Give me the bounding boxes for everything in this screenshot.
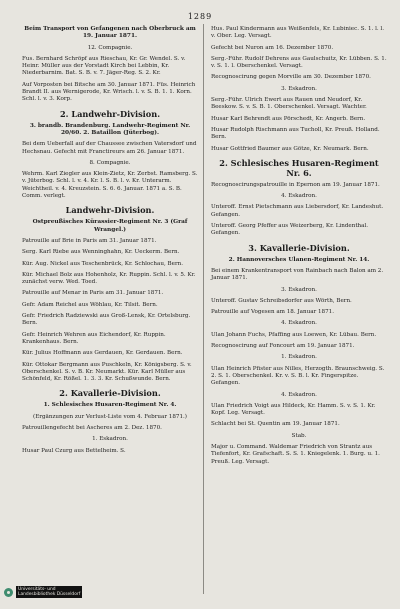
section-heading: 4. Eskadron. [281, 320, 317, 327]
entry-text: Recognoscirung gegen Morville am 30. Dezember 1870. [211, 74, 371, 81]
entry-text: Schlacht bei St. Quentin am 19. Januar 1871. [211, 421, 340, 428]
entry-text: Serg. Karl Riebe aus Wenninghahn, Kr. Ueckerm. Bern. [22, 249, 180, 256]
entry-text: Husar Rudolph Rischmann aus Tucholl, Kr. Preuß. Holland. Bern. [211, 126, 380, 141]
entry-text: Hus. Paul Kindermann aus Weißenfels, Kr. Lubiniec. S. 1. l. l. v. Ober. Leg. Versagt. [211, 26, 384, 40]
entry-text: Husar Karl Behrendt aus Pörschedt, Kr. Angerb. Bern. [211, 115, 366, 122]
section-heading: 3. Eskadron. [281, 286, 317, 293]
entry-text: Gefr. Heinrich Wehren aus Eichendorf, Kr. Ruppin. Krankenhaus. Bern. [22, 331, 166, 345]
section-heading: 1. Eskadron. [281, 354, 317, 361]
entry-text: Wehrm. Karl Ziegler aus Klein-Zietz, Kr. Zerbst. Ramsberg. S. v. Jüterbog. Schl. l. v. 4. Kr. l. S. B. l. v. Kr. Unterarm. Weichtheil. v. 4. Kreuzstein. S. 6. 6. Januar. 1871 a. S. B. Comm. verlegt. [22, 171, 198, 200]
entry-text: Patrouille auf Vogesen am 18. Januar 1871. [211, 309, 335, 316]
entry-text: Kür. Ottokar Bergmann aus Puschkeln, Kr. Königsberg. S. v. Oberschenkel. S. v. B. Kr. Neumarkt. Kür. Karl Müller aus Schönfeld, Kr. Rößel. 1. 3. 3. Kr. Schußwunde. Bern. [22, 361, 192, 383]
entry-text: Kür. Julius Hoffmann aus Gerdauen, Kr. Gerdauen. Bern. [22, 350, 183, 357]
section-heading: 1. Schlesisches Husaren-Regiment Nr. 4. [43, 402, 177, 409]
entry-text: Patrouillengefecht bei Ascheres am 2. Dez. 1870. [22, 424, 162, 431]
section-heading: 2. Hannoversches Ulanen-Regiment Nr. 14. [228, 256, 370, 263]
section-heading: 1. Eskadron. [92, 436, 128, 443]
entry-text: Ulan Heinrich Pfister aus Nilles, Herzogth. Braunschweig. S. 2. S. 1. Oberschenkel. Kr. v. S. B. l. Kr. Fingerspitze. Gefangen. [211, 365, 385, 387]
page-number: 1289 [187, 12, 213, 21]
section-heading: 8. Compagnie. [89, 159, 131, 166]
section-heading: (Ergänzungen zur Verlust-Liste vom 4. Februar 1871.) [33, 413, 187, 420]
entry-text: Patrouille auf Brie in Paris am 31. Januar 1871. [22, 237, 157, 244]
library-logo [4, 586, 82, 598]
section-heading: Ostpreußisches Kürassier-Regiment Nr. 3 (Graf Wrangel.) [32, 219, 188, 233]
entry-text: Auf Vorposten bei Bitsche am 30. Januar 1871. Füs. Heinrich Brandt II. aus Wernigerode, Kr. Wrisch. l. v. S. B. 1. 1. Korn. Schl. l. v. 3. Korp. [22, 81, 196, 103]
section-heading: 4. Eskadron. [281, 193, 317, 200]
entry-text: Patrouille auf Menar in Paris am 31. Januar 1871. [22, 290, 164, 297]
section-heading: 3. Kavallerie-Division. [248, 242, 350, 253]
entry-text: Husar Paul Czurg aus Bettelheim. S. [22, 447, 126, 454]
entry-text: Gefecht bei Nuron am 16. Dezember 1870. [211, 44, 334, 51]
column-divider [203, 24, 204, 594]
entry-text: Bei dem Ueberfall auf der Chaussee zwischen Vatersdorf und Hechsnau. Gefecht mit Franctireurs am 26. Januar 1871. [22, 141, 197, 155]
entry-text: Serg.-Führ. Rudolf Dehrens aus Gaulschuitz, Kr. Lübben. S. 1. v. S. 1. l. Oberschenkel. Versagt. [211, 55, 387, 70]
section-heading: 2. Kavallerie-Division. [59, 388, 161, 399]
entry-text: Unteroff. Ernst Pietschmann aus Liebersdorf, Kr. Landeshut. Gefangen. [211, 204, 384, 218]
entry-text: Gefr. Adam Reichel aus Wöhlau, Kr. Tilsit. Bern. [22, 301, 158, 308]
entry-text: Ulan Johann Fuchs, Pfaffing aus Loewen, Kr. Lübau. Bern. [211, 331, 377, 338]
section-heading: Landwehr-Division. [65, 205, 155, 216]
entry-text: Kür. Aug. Nickel aus Teschenbrück, Kr. Schlochau, Bern. [22, 260, 184, 267]
entry-text: Husar Gottfried Baumer aus Götze, Kr. Neumark. Bern. [211, 145, 369, 152]
entry-text: Gefr. Friedrich Radziewski aus Groß-Lensk, Kr. Ortelsburg. Bern. [22, 313, 191, 327]
entry-text: Unteroff. Georg Pfeffer aus Weizerberg, Kr. Lindenthal. Gefangen. [211, 223, 369, 237]
entry-text: Bei einem Krankentransport von Rainbach nach Balon am 2. Januar 1871. [211, 267, 384, 282]
section-heading: 3. brandb. Brandenburg. Landwehr-Regiment Nr. 20/60. 2. Bataillon (Jüterbog). [29, 122, 191, 136]
right-column [211, 26, 387, 470]
entry-text: Recognoscirung auf Foncourt am 19. Januar 1871. [211, 343, 355, 350]
entry-text: Major u. Command. Waldemar Friedrich von Strantz aus Tiefenfort, Kr. Grafschaft. S. S. 1. Kniegelenk. 1. Burg. u. 1. Preuß. Leg. Versagt. [211, 443, 380, 465]
entry-text: Unteroff. Gustav Schreibsdorfer aus Wörth, Bern. [211, 297, 352, 304]
section-heading: 3. Eskadron. [281, 85, 317, 92]
section-heading: 4. Eskadron. [281, 391, 317, 398]
left-column [22, 26, 198, 459]
entry-text: Kür. Michael Bolz aus Hohenholz, Kr. Ruppin. Schl. l. v. 5. Kr. zunächst verw. Wed. Toed. [22, 271, 196, 286]
library-logo-icon [4, 588, 13, 597]
library-logo-text: Universitäts- und Landesbibliothek Düsseldorf [18, 587, 81, 597]
section-heading: 2. Schlesisches Husaren-Regiment Nr. 6. [219, 157, 379, 178]
entry-text: Fus. Bernhard Schröpf aus Rieschau, Kr. Gr. Wendel. S. v. Heinr. Müller aus der Vorstadt Kirch bei Lebbin, Kr. Niederbarnim. Bat. S. B. v. 7. Jäger-Reg. S. 2. Kr. [22, 55, 186, 77]
entry-text: Ulan Friedrich Voigt aus Hildeck, Kr. Hamm. S. v. S. 1. Kr. Kopf. Leg. Versagt. [211, 402, 376, 417]
section-heading: Stab. [291, 432, 307, 439]
section-heading: 2. Landwehr-Division. [59, 108, 161, 119]
section-heading: 12. Compagnie. [87, 44, 133, 51]
section-heading: Beim Transport von Gefangenen nach Oberbruck am 19. Januar 1871. [24, 26, 196, 40]
entry-text: Serg.-Führ. Ulrich Ewert aus Rauen und Neudorf, Kr. Beeskow. S. v. S. B. 1. Oberschenkel. Versagt. Wachter. [211, 97, 367, 111]
entry-text: Recognoscirungspatrouille in Epernon am 19. Januar 1871. [211, 181, 380, 188]
